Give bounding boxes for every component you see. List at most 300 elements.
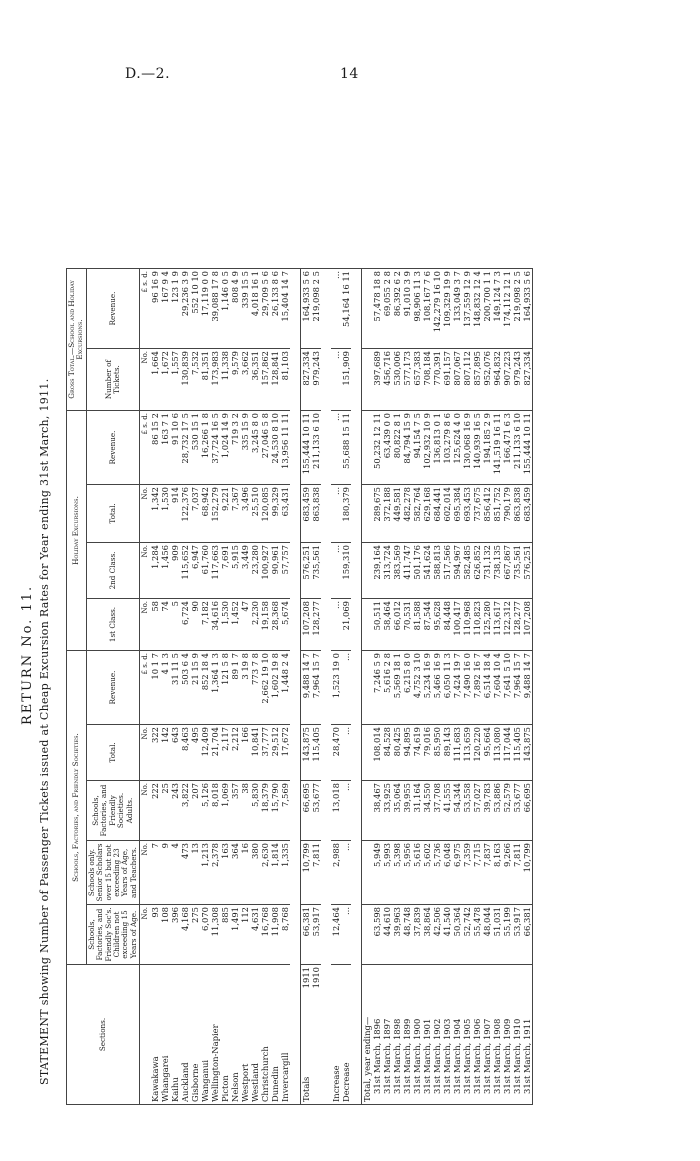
cell-first: 6,724	[180, 599, 190, 651]
cell-adults: 1,069	[220, 781, 230, 841]
cell-h-total: 289,675	[372, 485, 382, 543]
cell-second: 3,449	[240, 543, 250, 599]
rotated-page-content	[18, 65, 648, 1105]
empty-cell	[362, 725, 373, 781]
cell-second: 100,927	[260, 543, 270, 599]
cell-children: 1,491	[230, 905, 240, 965]
cell-adults: 8,018	[210, 781, 220, 841]
cell-h-total: 683,459	[301, 485, 312, 543]
history-year: 31st March, 1907	[482, 965, 492, 1105]
cell-total: 495	[190, 725, 200, 781]
cell-g-revenue: 142,279 16 10	[432, 269, 442, 349]
cell-schools: 5,616	[412, 841, 422, 905]
cell-second: 61,760	[200, 543, 210, 599]
cell-h-total: 851,752	[492, 485, 502, 543]
cell-tickets: 979,243	[512, 349, 522, 411]
cell-h-total: ...	[331, 485, 341, 543]
table-row	[280, 269, 290, 1105]
cell-first: 50,511	[372, 599, 382, 651]
page-ref: D.—2.	[125, 66, 171, 82]
cell-children: 4,168	[180, 905, 190, 965]
unit-mark: No.	[140, 781, 151, 841]
totals-row	[301, 269, 312, 1105]
cell-revenue: 89 1 7	[230, 651, 240, 725]
cell-adults: 37,708	[432, 781, 442, 841]
cell-second: 735,561	[512, 543, 522, 599]
cell-total: 8,463	[180, 725, 190, 781]
cell-adults: 3,822	[180, 781, 190, 841]
excursion-table	[66, 268, 533, 1105]
cell-first: 81,588	[412, 599, 422, 651]
header-revenue: Revenue.	[86, 651, 139, 725]
cell-total: 111,683	[452, 725, 462, 781]
history-row	[412, 269, 422, 1105]
header-holiday-revenue: Revenue.	[86, 411, 139, 485]
cell-first: 58,464	[382, 599, 392, 651]
history-year: 31st March, 1896	[372, 965, 382, 1105]
unit-mark: £ s. d.	[140, 411, 151, 485]
cell-g-revenue: 39,088 17 8	[210, 269, 220, 349]
cell-tickets: ...	[331, 349, 341, 411]
cell-tickets: 1,672	[160, 349, 170, 411]
history-row	[402, 269, 412, 1105]
unit-mark: No.	[140, 905, 151, 965]
cell-total: 37,777	[260, 725, 270, 781]
cell-first: 87,544	[422, 599, 432, 651]
empty-cell	[362, 781, 373, 841]
empty-cell	[362, 543, 373, 599]
units-row	[140, 269, 151, 1105]
spacer-row	[321, 269, 331, 1105]
cell-h-total: 602,014	[442, 485, 452, 543]
cell-h-total: 152,279	[210, 485, 220, 543]
history-year: 31st March, 1905	[462, 965, 472, 1105]
cell-first: 125,280	[482, 599, 492, 651]
cell-first: 100,417	[452, 599, 462, 651]
cell-tickets: 456,716	[382, 349, 392, 411]
cell-first: 70,531	[402, 599, 412, 651]
cell-total: 115,405	[311, 725, 321, 781]
history-row	[482, 269, 492, 1105]
decrease-label: Decrease	[341, 965, 351, 1105]
history-year: 31st March, 1900	[412, 965, 422, 1105]
cell-adults: 53,558	[462, 781, 472, 841]
cell-schools: 6,048	[442, 841, 452, 905]
cell-g-revenue: 164,933 5 6	[301, 269, 312, 349]
cell-first: 5,674	[280, 599, 290, 651]
cell-h-revenue: 55,688 15 11	[341, 411, 351, 485]
cell-revenue: 4 1 3	[160, 651, 170, 725]
cell-children: 4,631	[250, 905, 260, 965]
cell-schools: 2,378	[210, 841, 220, 905]
section-name: Auckland	[180, 965, 190, 1105]
cell-revenue: 5,616 2 8	[382, 651, 392, 725]
cell-h-total: 449,581	[392, 485, 402, 543]
cell-g-revenue: 133,049 3 7	[452, 269, 462, 349]
cell-tickets: 807,067	[452, 349, 462, 411]
unit-mark: No.	[140, 841, 151, 905]
header-adults: Schools, Factories, and Friendly Societies. Adults.	[86, 781, 139, 841]
cell-g-revenue: 219,098 2 5	[311, 269, 321, 349]
cell-second: 541,624	[422, 543, 432, 599]
table-body	[140, 269, 533, 1105]
cell-revenue: 7,641 5 10	[502, 651, 512, 725]
cell-h-total: 9,221	[220, 485, 230, 543]
cell-h-revenue: 102,932 10 9	[422, 411, 432, 485]
cell-schools: 1,814	[270, 841, 280, 905]
increase-label: Increase	[331, 965, 341, 1105]
cell-adults: 31,164	[412, 781, 422, 841]
cell-h-revenue: 24,530 8 10	[270, 411, 280, 485]
cell-first: 66,012	[392, 599, 402, 651]
history-year: 31st March, 1898	[392, 965, 402, 1105]
empty-cell	[362, 349, 373, 411]
cell-second: 731,132	[482, 543, 492, 599]
section-name: Nelson	[230, 965, 240, 1105]
cell-adults: 39,783	[482, 781, 492, 841]
cell-h-revenue: 27,046 5 8	[260, 411, 270, 485]
cell-second: 582,485	[462, 543, 472, 599]
cell-total: 29,512	[270, 725, 280, 781]
empty-cell	[362, 411, 373, 485]
table-row	[230, 269, 240, 1105]
table-row	[170, 269, 180, 1105]
history-row	[392, 269, 402, 1105]
cell-h-revenue: 130,068 16 9	[462, 411, 472, 485]
cell-adults: 66,695	[301, 781, 312, 841]
cell-g-revenue: 137,559 12 9	[462, 269, 472, 349]
header-children: Schools, Factories, and Friendly Soc's. Children not exceeding 15 Years of Age.	[86, 905, 139, 965]
section-name: Christchurch	[260, 965, 270, 1105]
cell-revenue: 7,964 15 7	[311, 651, 321, 725]
cell-adults: 41,555	[442, 781, 452, 841]
cell-g-revenue: 1,146 0 5	[220, 269, 230, 349]
return-title: RETURN No. 11.	[20, 584, 35, 725]
cell-h-total: 25,510	[250, 485, 260, 543]
cell-schools: 2,988	[331, 841, 341, 905]
cell-children: 66,381	[301, 905, 312, 965]
cell-schools: 5,736	[432, 841, 442, 905]
cell-g-revenue: 164,933 5 6	[522, 269, 533, 349]
increase-row	[331, 269, 341, 1105]
cell-tickets: 81,103	[280, 349, 290, 411]
cell-revenue: 773 7 8	[250, 651, 260, 725]
cell-first: 95,628	[432, 599, 442, 651]
cell-h-total: 1,530	[160, 485, 170, 543]
cell-second: 411,747	[402, 543, 412, 599]
spacer-row	[351, 269, 362, 1105]
history-row	[472, 269, 482, 1105]
cell-h-revenue: 63,439 0 0	[382, 411, 392, 485]
cell-g-revenue: 200,700 1 1	[482, 269, 492, 349]
table-row	[240, 269, 250, 1105]
table-row	[150, 269, 160, 1105]
cell-h-total: 122,376	[180, 485, 190, 543]
cell-second: 239,164	[372, 543, 382, 599]
cell-tickets: 11,338	[220, 349, 230, 411]
cell-children: 885	[220, 905, 230, 965]
cell-revenue: 7,246 5 9	[372, 651, 382, 725]
cell-schools: 9	[160, 841, 170, 905]
cell-total: 142	[160, 725, 170, 781]
cell-h-total: 7,037	[190, 485, 200, 543]
cell-tickets: 1,557	[170, 349, 180, 411]
header-second-class: 2nd Class.	[86, 543, 139, 599]
cell-h-revenue: 50,232 12 11	[372, 411, 382, 485]
cell-h-revenue: 140,939 16 5	[472, 411, 482, 485]
cell-total: 79,016	[422, 725, 432, 781]
cell-h-total: 629,168	[422, 485, 432, 543]
history-row	[522, 269, 533, 1105]
cell-adults: 35,064	[392, 781, 402, 841]
cell-adults: 52,579	[502, 781, 512, 841]
cell-g-revenue: 174,112 12 1	[502, 269, 512, 349]
cell-g-revenue: 91,010 3 9	[402, 269, 412, 349]
cell-h-total: 693,453	[462, 485, 472, 543]
cell-revenue: 7,892 16 7	[472, 651, 482, 725]
cell-adults: 357	[230, 781, 240, 841]
cell-second: 1,284	[150, 543, 160, 599]
cell-total: 143,875	[301, 725, 312, 781]
cell-second: 588,813	[432, 543, 442, 599]
cell-h-total: 684,441	[432, 485, 442, 543]
cell-adults: 53,677	[512, 781, 522, 841]
unit-mark: No.	[140, 349, 151, 411]
history-year: 31st March, 1911	[522, 965, 533, 1105]
cell-revenue: 21 15 9	[190, 651, 200, 725]
cell-first: 1,530	[220, 599, 230, 651]
cell-adults: 57,027	[472, 781, 482, 841]
cell-second: 735,561	[311, 543, 321, 599]
cell-tickets: 827,334	[301, 349, 312, 411]
header-group-holiday: Holiday Excursions.	[67, 411, 87, 651]
totals-row	[311, 269, 321, 1105]
cell-second: 667,867	[502, 543, 512, 599]
cell-g-revenue: ...	[331, 269, 341, 349]
cell-h-total: 63,431	[280, 485, 290, 543]
cell-revenue: 5,234 16 9	[422, 651, 432, 725]
cell-h-revenue: 13,956 11 11	[280, 411, 290, 485]
history-year: 31st March, 1908	[492, 965, 502, 1105]
cell-total: 322	[150, 725, 160, 781]
cell-second: 1,456	[160, 543, 170, 599]
cell-g-revenue: 167 9 4	[160, 269, 170, 349]
cell-schools: 364	[230, 841, 240, 905]
cell-revenue: 6,050 11 3	[442, 651, 452, 725]
cell-revenue: 5,466 16 9	[432, 651, 442, 725]
header-group-gross: Gross Total.—School and Holiday Excursions.	[67, 269, 87, 411]
cell-first: 128,277	[512, 599, 522, 651]
cell-revenue: 4,752 3 10	[412, 651, 422, 725]
cell-revenue: 6,514 18 4	[482, 651, 492, 725]
cell-g-revenue: 86,392 6 2	[392, 269, 402, 349]
cell-tickets: 151,909	[341, 349, 351, 411]
cell-adults: 66,695	[522, 781, 533, 841]
cell-children: 48,044	[482, 905, 492, 965]
cell-schools: 8,163	[492, 841, 502, 905]
section-name: Gisborne	[190, 965, 200, 1105]
cell-schools: 1,213	[200, 841, 210, 905]
table-row	[200, 269, 210, 1105]
cell-adults: 38,467	[372, 781, 382, 841]
cell-g-revenue: 26,133 8 6	[270, 269, 280, 349]
cell-g-revenue: 123 1 9	[170, 269, 180, 349]
cell-schools: 10,799	[522, 841, 533, 905]
cell-g-revenue: 29,709 5 6	[260, 269, 270, 349]
cell-tickets: 36,351	[250, 349, 260, 411]
cell-schools: 7,359	[462, 841, 472, 905]
cell-children: 50,364	[452, 905, 462, 965]
cell-children: ...	[341, 905, 351, 965]
cell-revenue: 1,364 1 3	[210, 651, 220, 725]
history-year: 31st March, 1901	[422, 965, 432, 1105]
cell-h-total: 737,675	[472, 485, 482, 543]
cell-children: 63,598	[372, 905, 382, 965]
history-year: 31st March, 1906	[472, 965, 482, 1105]
cell-h-total: 856,412	[482, 485, 492, 543]
cell-total: 80,425	[392, 725, 402, 781]
cell-tickets: 857,895	[472, 349, 482, 411]
cell-g-revenue: 15,404 14 7	[280, 269, 290, 349]
cell-total: 113,659	[462, 725, 472, 781]
unit-mark: £ s. d.	[140, 651, 151, 725]
cell-second: 738,135	[492, 543, 502, 599]
cell-h-revenue: 125,624 4 0	[452, 411, 462, 485]
cell-schools: ...	[341, 841, 351, 905]
cell-g-revenue: 96 16 9	[150, 269, 160, 349]
cell-children: 53,917	[311, 905, 321, 965]
cell-children: 11,908	[270, 905, 280, 965]
cell-second: 5,915	[230, 543, 240, 599]
cell-h-revenue: 28,732 17 5	[180, 411, 190, 485]
cell-h-revenue: 80,822 8 1	[392, 411, 402, 485]
cell-g-revenue: 339 15 5	[240, 269, 250, 349]
page-number: 14	[340, 66, 359, 82]
cell-revenue: 7,604 10 4	[492, 651, 502, 725]
cell-second: 383,569	[392, 543, 402, 599]
cell-g-revenue: 108,167 7 6	[422, 269, 432, 349]
cell-h-revenue: 91 10 6	[170, 411, 180, 485]
cell-schools: 380	[250, 841, 260, 905]
cell-children: 37,839	[412, 905, 422, 965]
statement-title: STATEMENT showing Number of Passenger Tickets issued at Cheap Excursion Rates for Year ending 31st March, 1911.	[38, 378, 51, 1085]
cell-schools: 473	[180, 841, 190, 905]
cell-schools: 16	[240, 841, 250, 905]
cell-total: 95,664	[482, 725, 492, 781]
cell-revenue: 7,964 15 7	[512, 651, 522, 725]
cell-revenue: 503 6 4	[180, 651, 190, 725]
header-sections: Sections.	[67, 965, 140, 1105]
cell-total: 74,619	[412, 725, 422, 781]
cell-first: 1,452	[230, 599, 240, 651]
cell-children: 44,610	[382, 905, 392, 965]
cell-total: 21,704	[210, 725, 220, 781]
cell-second: 7,691	[220, 543, 230, 599]
unit-mark: No.	[140, 599, 151, 651]
cell-h-revenue: 194,185 2 9	[482, 411, 492, 485]
cell-schools: 7,715	[472, 841, 482, 905]
cell-h-revenue: 136,813 0 1	[432, 411, 442, 485]
cell-second: 115,652	[180, 543, 190, 599]
cell-h-total: 68,942	[200, 485, 210, 543]
cell-revenue: 10 1 7	[150, 651, 160, 725]
cell-g-revenue: 149,124 7 3	[492, 269, 502, 349]
totals-label	[311, 965, 321, 1105]
cell-children: 12,464	[331, 905, 341, 965]
header-gross-revenue: Revenue.	[86, 269, 139, 349]
cell-tickets: 979,243	[311, 349, 321, 411]
cell-g-revenue: 54,164 16 11	[341, 269, 351, 349]
cell-h-total: 180,379	[341, 485, 351, 543]
cell-g-revenue: 17,119 0 0	[200, 269, 210, 349]
cell-g-revenue: 219,098 2 5	[512, 269, 522, 349]
cell-schools: 7,811	[512, 841, 522, 905]
unit-mark: No.	[140, 485, 151, 543]
cell-total: ...	[341, 725, 351, 781]
cell-revenue: 1,448 2 4	[280, 651, 290, 725]
cell-children: 53,917	[512, 905, 522, 965]
cell-adults: 222	[150, 781, 160, 841]
section-name: Kaihu	[170, 965, 180, 1105]
cell-first: 19,158	[260, 599, 270, 651]
totals-label	[301, 965, 312, 1105]
cell-second: 626,852	[472, 543, 482, 599]
cell-g-revenue: 29,236 3 9	[180, 269, 190, 349]
cell-first: 5	[170, 599, 180, 651]
history-row	[372, 269, 382, 1105]
cell-first: 110,823	[472, 599, 482, 651]
cell-tickets: 530,006	[392, 349, 402, 411]
section-name: Invercargill	[280, 965, 290, 1105]
decrease-row	[341, 269, 351, 1105]
cell-second: 576,251	[301, 543, 312, 599]
cell-h-revenue: ...	[331, 411, 341, 485]
cell-h-total: 695,384	[452, 485, 462, 543]
cell-second: 117,663	[210, 543, 220, 599]
cell-h-revenue: 141,519 16 11	[492, 411, 502, 485]
cell-children: 66,381	[522, 905, 533, 965]
cell-h-revenue: 166,471 6 3	[502, 411, 512, 485]
table-row	[180, 269, 190, 1105]
cell-second: 313,724	[382, 543, 392, 599]
history-row	[422, 269, 432, 1105]
cell-tickets: 7,532	[190, 349, 200, 411]
cell-total: 89,143	[442, 725, 452, 781]
cell-h-revenue: 211,133 6 10	[512, 411, 522, 485]
cell-g-revenue: 4,018 16 1	[250, 269, 260, 349]
cell-schools: 10,799	[301, 841, 312, 905]
cell-tickets: 952,076	[482, 349, 492, 411]
cell-total: 2,212	[230, 725, 240, 781]
empty-cell	[362, 905, 373, 965]
section-name: Wanganui	[200, 965, 210, 1105]
cell-g-revenue: 69,055 2 8	[382, 269, 392, 349]
cell-revenue: 1,523 19 0	[331, 651, 341, 725]
cell-revenue: 5,569 18 1	[392, 651, 402, 725]
cell-h-revenue: 84,794 15 9	[402, 411, 412, 485]
cell-first: 7,182	[200, 599, 210, 651]
cell-adults: 33,925	[382, 781, 392, 841]
history-row	[442, 269, 452, 1105]
cell-h-total: 683,459	[522, 485, 533, 543]
cell-schools: 5,602	[422, 841, 432, 905]
cell-first: 58	[150, 599, 160, 651]
cell-h-total: 120,085	[260, 485, 270, 543]
cell-total: 84,528	[382, 725, 392, 781]
cell-h-total: 914	[170, 485, 180, 543]
cell-h-total: 863,838	[512, 485, 522, 543]
cell-children: 93	[150, 905, 160, 965]
